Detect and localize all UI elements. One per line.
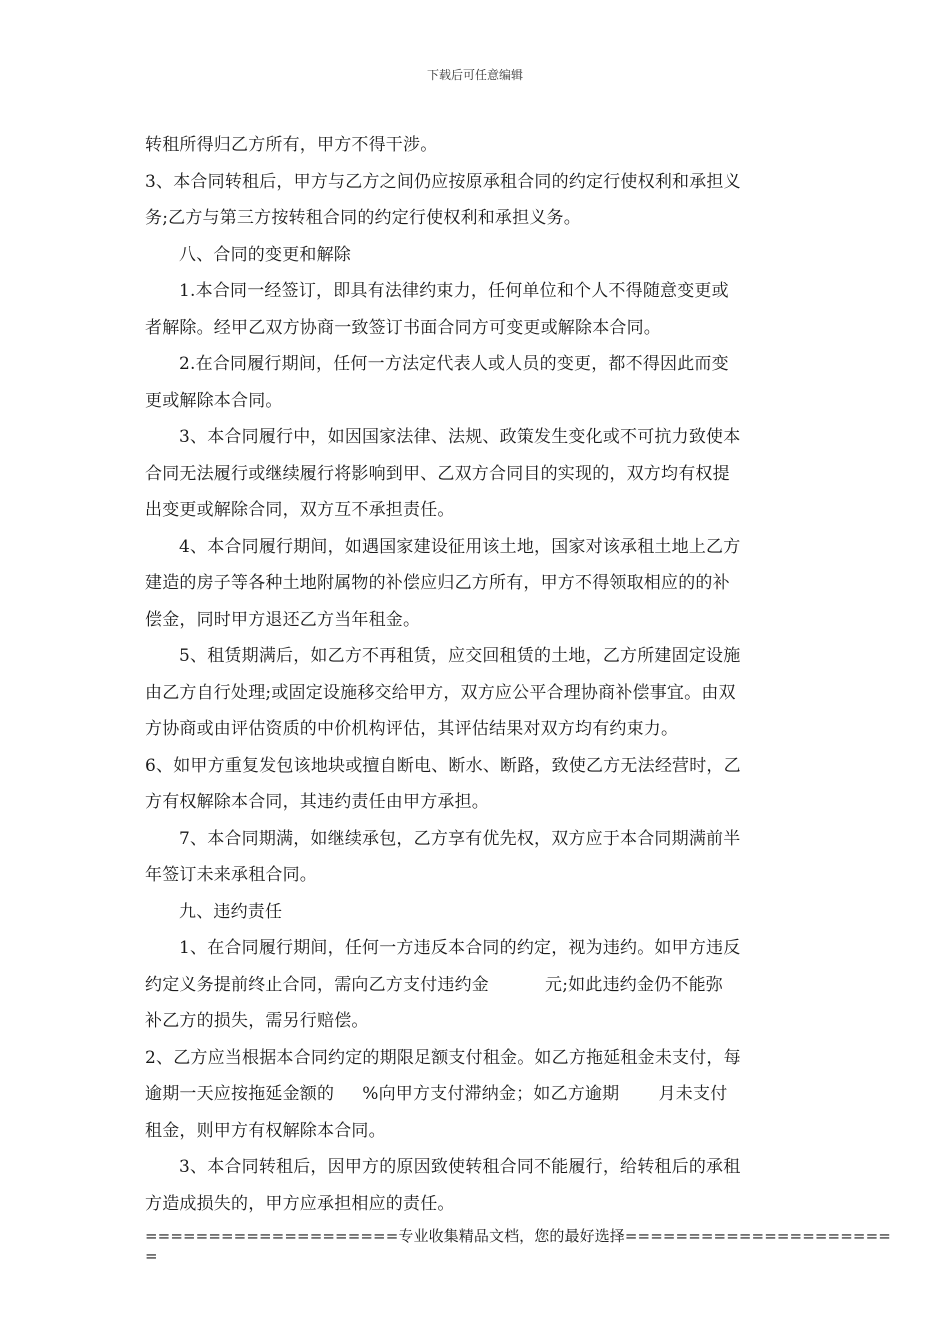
section-heading: 九、违约责任 <box>179 901 283 922</box>
paragraph-line: 年签订未来承租合同。 <box>145 865 317 885</box>
paragraph-line: 合同无法履行或继续履行将影响到甲、乙双方合同目的实现的，双方均有权提 <box>145 463 730 484</box>
paragraph-line: 转租所得归乙方所有，甲方不得干涉。 <box>145 135 438 155</box>
paragraph-line: 1、在合同履行期间，任何一方违反本合同的约定，视为违约。如甲方违反 <box>179 938 741 958</box>
page-footer <box>145 1226 891 1266</box>
page-header: 下载后可任意编辑 <box>426 68 523 82</box>
paragraph-line: 务;乙方与第三方按转租合同的约定行使权利和承担义务。 <box>145 208 581 228</box>
paragraph-line: 1.本合同一经签订，即具有法律约束力，任何单位和个人不得随意变更或 <box>179 281 729 301</box>
paragraph-line: 5、租赁期满后，如乙方不再租赁，应交回租赁的土地，乙方所建固定设施 <box>179 646 741 666</box>
paragraph-line: 偿金，同时甲方退还乙方当年租金。 <box>145 609 421 630</box>
paragraph-line: 租金，则甲方有权解除本合同。 <box>145 1120 386 1141</box>
paragraph-line: 方有权解除本合同，其违约责任由甲方承担。 <box>145 792 489 812</box>
paragraph-line: 4、本合同履行期间，如遇国家建设征用该土地，国家对该承租土地上乙方 <box>179 536 741 557</box>
footer-banner: ====================专业收集精品文档，您的最好选择===================== <box>145 1227 891 1245</box>
document-body <box>145 127 810 1222</box>
paragraph-line: 6、如甲方重复发包该地块或擅自断电、断水、断路，致使乙方无法经营时，乙 <box>145 755 741 776</box>
paragraph-line: 方造成损失的，甲方应承担相应的责任。 <box>145 1193 455 1214</box>
paragraph-line: 3、本合同转租后，甲方与乙方之间仍应按原承租合同的约定行使权利和承担义 <box>145 171 741 192</box>
paragraph-line: 3、本合同转租后，因甲方的原因致使转租合同不能履行，给转租后的承租 <box>179 1157 741 1177</box>
paragraph-line: 2.在合同履行期间，任何一方法定代表人或人员的变更，都不得因此而变 <box>179 354 729 374</box>
paragraph-line: 更或解除本合同。 <box>145 390 283 411</box>
paragraph-line: 由乙方自行处理;或固定设施移交给甲方，双方应公平合理协商补偿事宜。由双 <box>145 682 736 703</box>
paragraph-line: 2、乙方应当根据本合同约定的期限足额支付租金。如乙方拖延租金未支付，每 <box>145 1047 741 1068</box>
paragraph-line: 逾期一天应按拖延金额的 %向甲方支付滞纳金；如乙方逾期 月未支付 <box>145 1084 728 1104</box>
paragraph-line: 方协商或由评估资质的中价机构评估，其评估结果对双方均有约束力。 <box>145 719 679 739</box>
paragraph-line: 者解除。经甲乙双方协商一致签订书面合同方可变更或解除本合同。 <box>145 317 661 338</box>
paragraph-line: 补乙方的损失，需另行赔偿。 <box>145 1011 369 1031</box>
paragraph-line: 建造的房子等各种土地附属物的补偿应归乙方所有，甲方不得领取相应的的补 <box>145 573 730 593</box>
paragraph-line: 7、本合同期满，如继续承包，乙方享有优先权，双方应于本合同期满前半 <box>179 828 741 849</box>
paragraph-line: 3、本合同履行中，如因国家法律、法规、政策发生变化或不可抗力致使本 <box>179 427 741 447</box>
section-heading: 八、合同的变更和解除 <box>179 244 351 265</box>
footer-continuation: = <box>145 1247 158 1265</box>
paragraph-line: 约定义务提前终止合同，需向乙方支付违约金 元;如此违约金仍不能弥 <box>145 974 723 995</box>
paragraph-line: 出变更或解除合同，双方互不承担责任。 <box>145 500 455 520</box>
